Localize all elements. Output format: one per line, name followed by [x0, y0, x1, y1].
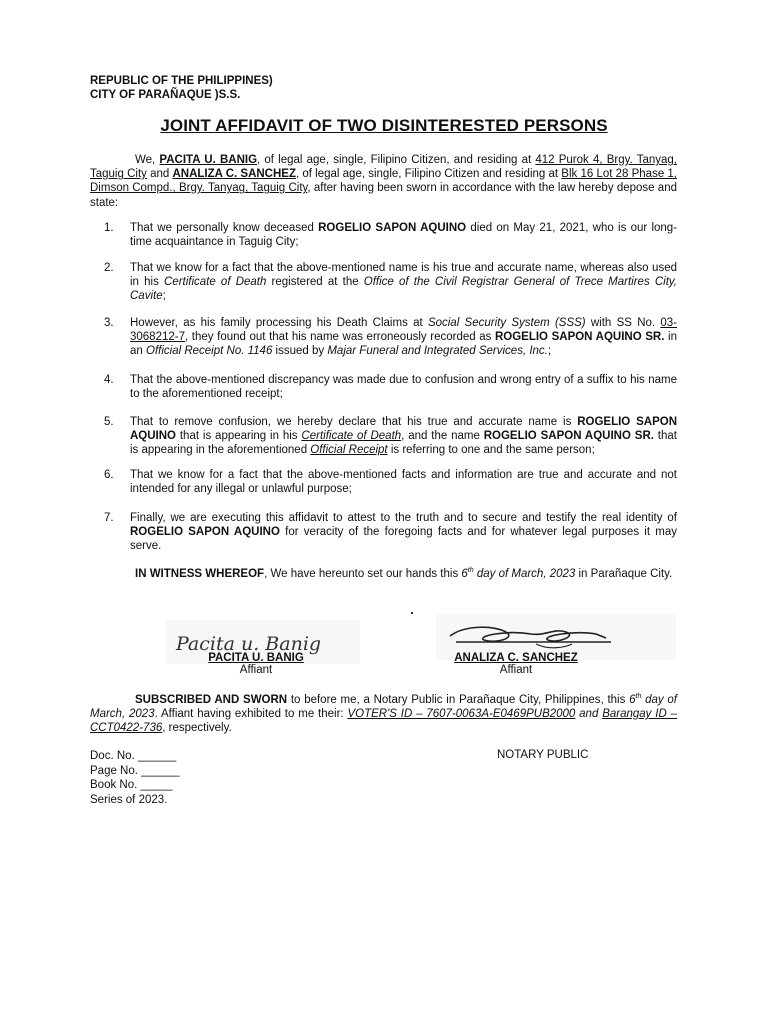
- statement-item-5: [90, 415, 677, 458]
- statement-item-1: [90, 221, 677, 249]
- witness-heading: IN WITNESS WHEREOF: [135, 568, 265, 580]
- item-number: 4.: [104, 374, 114, 386]
- receipt-reference: Official Receipt No. 1146: [146, 345, 273, 358]
- intro-paragraph: [90, 153, 677, 210]
- text-run: That we personally know deceased: [130, 222, 319, 234]
- intro-text: and: [146, 168, 173, 181]
- text-run: that is appearing in the aforementioned: [130, 430, 677, 457]
- funeral-service-reference: Majar Funeral and Integrated Services, Inc.: [327, 345, 548, 358]
- item-text: [130, 261, 677, 304]
- signer-1-role: Affiant: [239, 664, 273, 676]
- affiant-1-name: PACITA U. BANIG: [159, 154, 258, 166]
- receipt-reference: Official Receipt: [310, 444, 388, 457]
- affiant-2-name: ANALIZA C. SANCHEZ: [172, 168, 296, 181]
- statement-item-4: [90, 373, 677, 401]
- intro-text: , of legal age, single, Filipino Citizen, and residing at: [257, 154, 536, 166]
- voters-id: VOTER'S ID – 7607-0063A-E0469PUB2000: [347, 708, 576, 721]
- text-run: That to remove confusion, we hereby declare that his true and accurate name is: [130, 416, 578, 428]
- item-text: That the above-mentioned discrepancy was made due to confusion and wrong entry of a suffix to his name to the aforementioned receipt;: [130, 374, 677, 401]
- text-run: ;: [547, 345, 552, 358]
- erroneous-name: ROGELIO SAPON AQUINO SR.: [483, 430, 654, 443]
- text-run: , and the name: [401, 430, 484, 443]
- text-run: However, as his family processing his Death Claims at: [130, 317, 428, 329]
- erroneous-name: ROGELIO SAPON AQUINO SR.: [494, 331, 665, 344]
- header-city: CITY OF PARAÑAQUE )S.S.: [90, 89, 241, 101]
- book-number: Book No. _____: [90, 779, 173, 792]
- item-number: 7.: [104, 512, 114, 524]
- item-number: 2.: [104, 262, 114, 274]
- true-name: ROGELIO SAPON AQUINO: [130, 416, 677, 443]
- date-text: day of March, 2023: [473, 568, 576, 580]
- witness-paragraph: [90, 567, 677, 581]
- text-run: , respectively.: [162, 722, 232, 735]
- text-run: issued by: [272, 345, 328, 358]
- text-run: to before me, a Notary Public in Parañaque City, Philippines, this: [287, 694, 630, 706]
- text-run: in an: [130, 331, 677, 358]
- page-number: Page No. ______: [90, 764, 180, 777]
- document-reference: Certificate of Death: [301, 430, 402, 443]
- ink-dot: [411, 612, 413, 614]
- signature-block-2: [428, 652, 604, 676]
- item-number: 1.: [104, 222, 114, 234]
- office-reference: Office of the Civil Registrar General of Trece Martires City, Cavite: [130, 276, 678, 303]
- series-year: Series of 2023.: [90, 793, 168, 806]
- jurat-heading: SUBSCRIBED AND SWORN: [135, 694, 288, 706]
- barangay-id: Barangay ID – CCT0422-736: [90, 708, 678, 735]
- ordinal-suffix: th: [467, 567, 474, 575]
- text-run: in Parañaque City.: [575, 568, 673, 580]
- item-text: That we know for a fact that the above-mentioned facts and information are true and accurate and not intended for any illegal or unlawful purpose;: [130, 469, 677, 496]
- text-run: Finally, we are executing this affidavit to attest to the truth and to secure and testify the real identity of: [130, 512, 677, 524]
- statement-item-7: [90, 511, 677, 554]
- text-run: , they found out that his name was erroneously recorded as: [185, 331, 495, 344]
- intro-text: , after having been sworn in accordance with the law hereby depose and state:: [90, 182, 677, 209]
- item-text: [130, 316, 677, 359]
- item-number: 3.: [104, 317, 114, 329]
- deceased-name: ROGELIO SAPON AQUINO: [318, 222, 467, 234]
- item-number: 6.: [104, 469, 114, 481]
- day-number: 6: [629, 694, 636, 706]
- text-run: That we know for a fact that the above-mentioned name is his true and accurate name, whereas also used in his: [130, 262, 677, 289]
- statement-item-3: [90, 316, 677, 359]
- jurat-paragraph: [90, 693, 677, 736]
- doc-number: Doc. No. ______: [90, 750, 177, 762]
- statement-item-6: [90, 468, 677, 496]
- document-title: JOINT AFFIDAVIT OF TWO DISINTERESTED PERSONS: [160, 116, 608, 135]
- document-reference: Certificate of Death: [164, 276, 267, 289]
- ss-number: 03-3068212-7: [130, 317, 677, 344]
- text-run: registered at the: [266, 276, 364, 289]
- text-run: is referring to one and the same person;: [387, 444, 595, 457]
- header-republic: REPUBLIC OF THE PHILIPPINES): [90, 75, 273, 87]
- notary-public-label: NOTARY PUBLIC: [497, 749, 589, 761]
- text-run: died on May 21, 2021, who is our long-time acquaintance in Taguig City;: [130, 222, 678, 249]
- signer-2-name: ANALIZA C. SANCHEZ: [454, 652, 578, 664]
- text-run: ;: [162, 290, 166, 303]
- intro-text: , of legal age, single, Filipino Citizen and residing at: [295, 168, 562, 181]
- date-text: day of March, 2023: [90, 694, 677, 721]
- signer-2-role: Affiant: [499, 664, 533, 676]
- text-run: with SS No.: [585, 317, 661, 329]
- signature-block-1: [166, 652, 346, 676]
- text-run: for veracity of the foregoing facts and for whatever legal purposes it may serve.: [130, 526, 677, 553]
- agency-reference: Social Security System (SSS): [427, 317, 586, 329]
- signer-1-name: PACITA U. BANIG: [208, 652, 304, 664]
- affiant-2-address: Blk 16 Lot 28 Phase 1, Dimson Compd., Brgy. Tanyag, Taguig City: [90, 168, 677, 195]
- text-run: and: [575, 708, 603, 721]
- signature-1-handwriting: Pacita u. Banig: [176, 633, 322, 655]
- true-name: ROGELIO SAPON AQUINO: [130, 526, 280, 539]
- text-run: . Affiant having exhibited to me their:: [154, 708, 348, 721]
- statement-item-2: [90, 261, 677, 304]
- text-run: that is appearing in his: [176, 430, 302, 443]
- day-number: 6: [461, 568, 468, 580]
- ordinal-suffix: th: [635, 693, 642, 701]
- notary-register: [90, 749, 180, 807]
- intro-text: We,: [135, 154, 160, 166]
- item-text: [130, 415, 677, 458]
- affiant-1-address: 412 Purok 4, Brgy. Tanyag, Taguig City: [90, 154, 677, 181]
- item-text: [130, 221, 677, 249]
- text-run: , We have hereunto set our hands this: [264, 568, 462, 580]
- item-text: [130, 511, 677, 554]
- item-number: 5.: [104, 416, 114, 428]
